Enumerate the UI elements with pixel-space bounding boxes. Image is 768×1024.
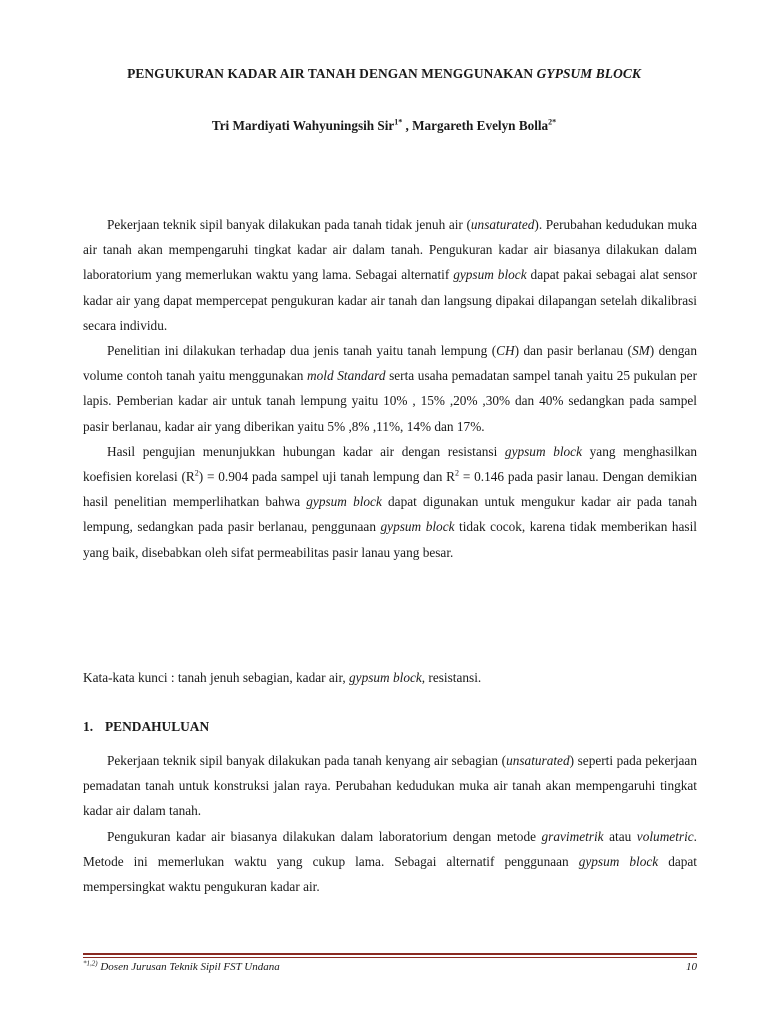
author-separator: , (402, 118, 413, 133)
text-run: . Metode ini memerlukan waktu yang cukup lama. Sebagai alternatif penggunaan (83, 828, 697, 869)
intro-paragraph-1 (83, 748, 697, 824)
footer-affiliation: Dosen Jurusan Teknik Sipil FST Undana (97, 961, 280, 973)
text-run: yang menghasilkan koefisien korelasi (R (83, 443, 697, 485)
abstract-paragraph-3 (83, 439, 697, 565)
text-run: Pekerjaan teknik sipil banyak dilakukan pada tanah tidak jenuh air ( (107, 217, 471, 232)
italic-term: gypsum block (349, 670, 422, 685)
text-run: ) dengan volume contoh tanah yaitu menggunakan (83, 343, 697, 384)
keywords (83, 668, 697, 688)
text-run: Hasil pengujian menunjukkan hubungan kadar air dengan resistansi (107, 443, 505, 459)
italic-term: SM (632, 343, 650, 359)
footer-affiliation-marker: *1,2) (83, 959, 98, 968)
text-run: Pengukuran kadar air biasanya dilakukan dalam laboratorium dengan metode (107, 828, 542, 844)
text-run: = 0.146 pada pasir lanau. Dengan demikian hasil penelitian memperlihatkan bahwa (83, 469, 697, 510)
footer-rule (83, 953, 697, 955)
text-run: Kata-kata kunci : tanah jenuh sebagian, kadar air, (83, 670, 350, 685)
author-2-affiliation: 2* (548, 117, 557, 127)
text-run: dapat pakai sebagai alat sensor kadar air yang dapat mempercepat pengukuran kadar air tanah dan langsung dipakai dilapangan setelah dikalibrasi secara individu. (83, 267, 697, 333)
italic-term: gypsum block (380, 519, 455, 535)
text-run: ). Perubahan kedudukan muka air tanah akan mempengaruhi tingkat kadar air dalam tanah. Pengukuran kadar air biasanya dilakukan dalam laboratorium yang memerlukan waktu yang lama. Sebagai alternatif (83, 217, 697, 283)
section-body (83, 748, 697, 899)
italic-term: unsaturated (506, 753, 570, 768)
italic-term: gypsum block (453, 267, 527, 283)
italic-term: gypsum block (306, 494, 382, 510)
italic-term: unsaturated (470, 217, 535, 232)
title-italic: GYPSUM BLOCK (536, 66, 641, 81)
text-run: dapat mempersingkat waktu pengukuran kadar air. (83, 853, 697, 895)
author-1: Tri Mardiyati Wahyuningsih Sir (211, 118, 395, 133)
abstract-paragraph-2 (83, 338, 697, 439)
text-run: Penelitian ini dilakukan terhadap dua jenis tanah yaitu tanah lempung ( (107, 343, 497, 359)
author-line (40, 118, 728, 134)
footer-rule-thin (83, 957, 697, 958)
text-run: tidak cocok, karena tidak memberikan hasil yang baik, disebabkan oleh sifat permeabilitas pasir lanau yang besar. (83, 519, 698, 560)
text-run: dapat digunakan untuk mengukur kadar air pada tanah lempung, sedangkan pada pasir berlanau, penggunaan (83, 494, 697, 535)
italic-term: gypsum block (578, 853, 659, 869)
italic-term: gypsum block (504, 443, 582, 459)
section-title: PENDAHULUAN (105, 719, 210, 734)
author-2: Margareth Evelyn Bolla (412, 118, 549, 133)
text-run: ) dan pasir berlanau ( (514, 343, 632, 359)
intro-paragraph-2 (83, 824, 697, 900)
superscript: 2 (194, 468, 199, 478)
italic-term: volumetric (636, 828, 694, 844)
text-run: atau (603, 828, 637, 844)
superscript: 2 (455, 468, 460, 478)
italic-term: CH (496, 343, 515, 359)
italic-term: gravimetrik (541, 828, 604, 844)
title-main: PENGUKURAN KADAR AIR TANAH DENGAN MENGGUNAKAN (127, 66, 537, 81)
page-number: 10 (686, 961, 697, 973)
text-run: ) = 0.904 pada sampel uji tanah lempung dan R (198, 469, 456, 485)
author-1-affiliation: 1* (394, 117, 403, 127)
italic-term: mold Standard (307, 368, 386, 384)
section-heading (83, 719, 209, 735)
abstract (83, 212, 697, 565)
text-run: Pekerjaan teknik sipil banyak dilakukan pada tanah kenyang air sebagian ( (107, 753, 507, 768)
text-run: ) seperti pada pekerjaan pemadatan tanah untuk konstruksi jalan raya. Perubahan kedudukan muka air tanah akan mempengaruhi tingkat kadar air dalam tanah. (83, 753, 697, 819)
text-run: , resistansi. (421, 670, 482, 685)
footer (83, 961, 697, 973)
abstract-paragraph-1 (83, 212, 697, 338)
text-run: serta usaha pemadatan sampel tanah yaitu 25 pukulan per lapis. Pemberian kadar air untuk tanah lempung yaitu 10% , 15% ,20% ,30% dan 40% sedangkan pada sampel pasir berlanau, kadar air yang diberikan yaitu 5% ,8% ,11%, 14% dan 17%. (83, 368, 697, 434)
section-number: 1. (83, 719, 94, 734)
paper-title (40, 66, 728, 82)
